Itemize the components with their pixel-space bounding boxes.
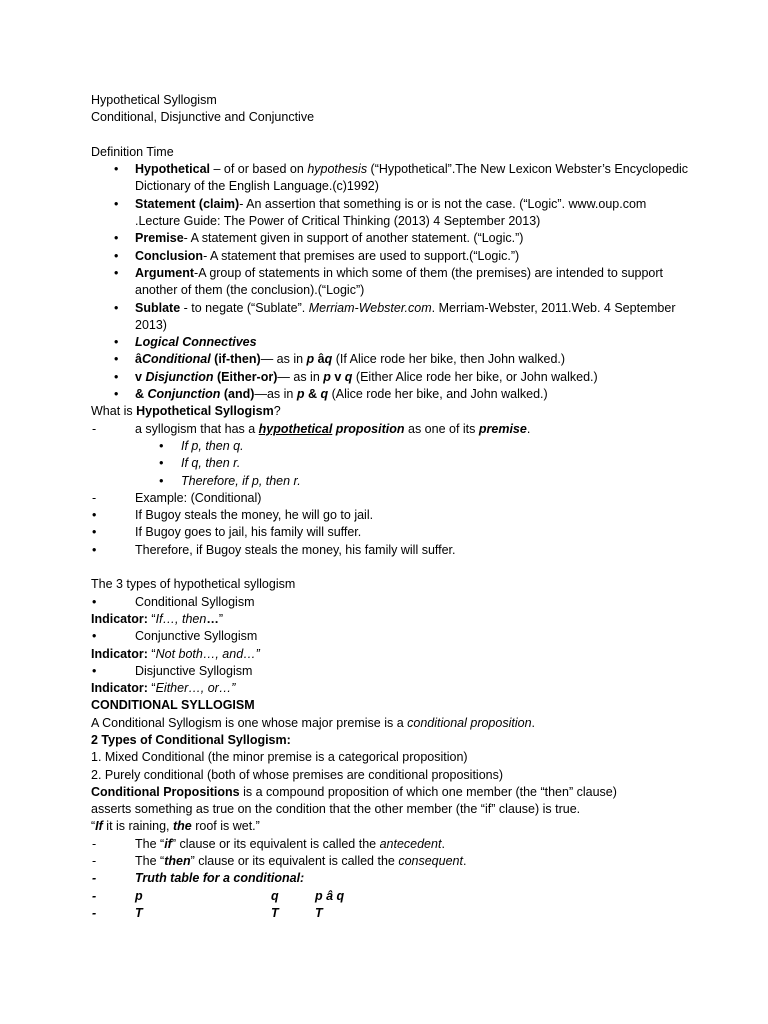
- section-heading-definitions: Definition Time: [91, 144, 174, 159]
- truth-table-header-row: [91, 888, 691, 905]
- truth-table-header-p: p: [135, 888, 143, 903]
- truth-table-row: [91, 905, 691, 922]
- document-subtitle: Conditional, Disjunctive and Conjunctive: [91, 110, 315, 125]
- pattern-line: • Therefore, if p, then r.: [91, 473, 691, 490]
- connective-conditional: • âConditional (if-then)— as in p âq (If Alice rode her bike, then John walked.): [91, 351, 691, 368]
- conditional-propositions-definition: Conditional Propositions is a compound proposition of which one member (the “then” clause): [91, 784, 617, 799]
- example-line: • If Bugoy goes to jail, his family will suffer.: [91, 524, 691, 541]
- blank-line: [91, 559, 691, 576]
- truth-table-label: - Truth table for a conditional:: [91, 870, 691, 887]
- truth-table-header-q: q: [271, 888, 279, 903]
- truth-table-header-p-implies-q: p â q: [315, 888, 345, 903]
- type-name: • Disjunctive Syllogism: [91, 663, 691, 680]
- blank-line: [91, 127, 691, 144]
- conditional-type-item: 2. Purely conditional (both of whose premises are conditional propositions): [91, 767, 504, 782]
- type-name: • Conjunctive Syllogism: [91, 628, 691, 645]
- connective-conjunction: • & Conjunction (and)—as in p & q (Alice rode her bike, and John walked.): [91, 386, 691, 403]
- example-raining: “If it is raining, the roof is wet.”: [91, 819, 260, 834]
- pattern-line: • If q, then r.: [91, 455, 691, 472]
- example-label: - Example: (Conditional): [91, 490, 691, 507]
- conditional-propositions-definition-cont: asserts something as true on the condition that the other member (the “if” clause) is true.: [91, 802, 581, 817]
- example-line: • Therefore, if Bugoy steals the money, his family will suffer.: [91, 542, 691, 559]
- definition-statement: • Statement (claim)- An assertion that something is or is not the case. (“Logic”. www.oup.com .Lecture Guide: The Power of Critical Thinking (2013) 4 September 2013): [91, 196, 691, 231]
- logical-connectives-heading: • Logical Connectives: [91, 334, 691, 351]
- type-indicator: Indicator: “Not both…, and…”: [91, 646, 260, 661]
- definition-conclusion: • Conclusion- A statement that premises are used to support.(“Logic.”): [91, 248, 691, 265]
- type-name: • Conditional Syllogism: [91, 594, 691, 611]
- types-heading: The 3 types of hypothetical syllogism: [91, 577, 296, 592]
- connective-disjunction: • v Disjunction (Either-or)— as in p v q (Either Alice rode her bike, or John walked.): [91, 369, 691, 386]
- document-content: [91, 92, 691, 922]
- type-indicator: Indicator: “If…, then…”: [91, 611, 223, 626]
- antecedent-definition: - The “if” clause or its equivalent is called the antecedent.: [91, 836, 691, 853]
- definition-argument: • Argument-A group of statements in which some of them (the premises) are intended to support another of them (the conclusion).(“Logic”): [91, 265, 691, 300]
- truth-table-cell: T: [271, 905, 279, 920]
- conditional-type-item: 1. Mixed Conditional (the minor premise is a categorical proposition): [91, 750, 468, 765]
- document-title: Hypothetical Syllogism: [91, 93, 217, 107]
- truth-table-cell: T: [315, 905, 323, 920]
- what-is-definition: - a syllogism that has a hypothetical proposition as one of its premise.: [91, 421, 691, 438]
- consequent-definition: - The “then” clause or its equivalent is called the consequent.: [91, 853, 691, 870]
- conditional-types-heading: 2 Types of Conditional Syllogism:: [91, 732, 291, 747]
- definition-sublate: • Sublate - to negate (“Sublate”. Merriam-Webster.com. Merriam-Webster, 2011.Web. 4 September 2013): [91, 300, 691, 335]
- conditional-syllogism-heading: CONDITIONAL SYLLOGISM: [91, 698, 255, 713]
- example-line: • If Bugoy steals the money, he will go to jail.: [91, 507, 691, 524]
- conditional-syllogism-definition: A Conditional Syllogism is one whose major premise is a conditional proposition.: [91, 715, 535, 730]
- definition-hypothetical: • Hypothetical – of or based on hypothesis (“Hypothetical”.The New Lexicon Webster’s Encyclopedic Dictionary of the English Language.(c)1992): [91, 161, 691, 196]
- pattern-line: • If p, then q.: [91, 438, 691, 455]
- definition-premise: • Premise- A statement given in support of another statement. (“Logic.”): [91, 230, 691, 247]
- what-is-question: What is Hypothetical Syllogism?: [91, 404, 281, 419]
- truth-table-cell: T: [135, 905, 143, 920]
- type-indicator: Indicator: “Either…, or…”: [91, 681, 236, 696]
